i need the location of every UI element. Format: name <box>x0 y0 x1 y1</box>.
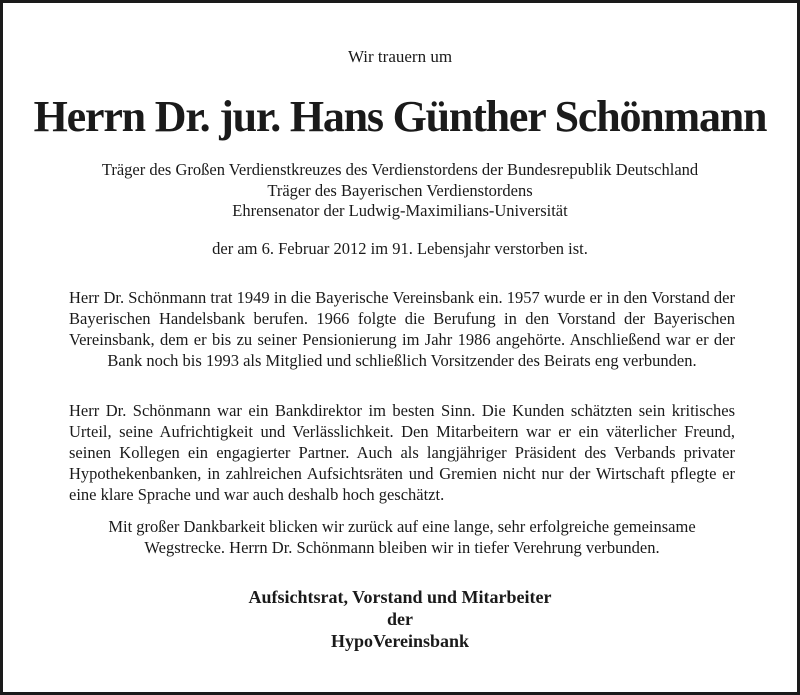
honor-line: Träger des Bayerischen Verdienstordens <box>267 180 533 200</box>
tribute-paragraph: Herr Dr. Schönmann war ein Bankdirektor im besten Sinn. Die Kunden schätzten sein kritisches Urteil, seine Aufrichtigkeit und Verlässlichkeit. Den Mitarbeitern war er ein väterlicher Freund, seinen Kollegen ein engagierter Partner. Auch als langjähriger Präsident des Verbands privater Hypothekenbanken, in zahlreichen Aufsichtsräten und Gremien nicht nur der Wirtschaft pflegte er eine klare Sprache und war auch deshalb hoch geschätzt. <box>69 401 735 504</box>
career-paragraph: Herr Dr. Schönmann trat 1949 in die Bayerische Vereinsbank ein. 1957 wurde er in den Vorstand der Bayerischen Handelsbank berufen. 1966 folgte die Berufung in den Vorstand der Bayerischen Vereinsbank, dem er bis zu seiner Pensionierung im Jahr 1986 angehörte. Anschließend war er der Bank noch bis 1993 als Mitglied und schließlich Vorsitzender des Beirats eng verbunden. <box>69 288 735 370</box>
closing-paragraph: Mit großer Dankbarkeit blicken wir zurück auf eine lange, sehr erfolgreiche gemeinsame Wegstrecke. Herrn Dr. Schönmann bleiben wir in tiefer Verehrung verbunden. <box>108 517 696 557</box>
honor-line: Träger des Großen Verdienstkreuzes des Verdienstordens der Bundesrepublik Deutschland <box>101 160 699 179</box>
deceased-name: Herrn Dr. jur. Hans Günther Schönmann <box>33 92 767 141</box>
death-date-line: der am 6. Februar 2012 im 91. Lebensjahr verstorben ist. <box>212 239 588 258</box>
intro-line: Wir trauern um <box>347 47 453 66</box>
signature-block <box>3 586 797 652</box>
honor-line: Ehrensenator der Ludwig-Maximilians-Universität <box>232 201 568 220</box>
signature-line: Aufsichtsrat, Vorstand und Mitarbeiter <box>248 587 552 607</box>
signature-line: der <box>387 609 413 629</box>
signature-line: HypoVereinsbank <box>330 631 470 651</box>
honors-block <box>3 160 797 222</box>
